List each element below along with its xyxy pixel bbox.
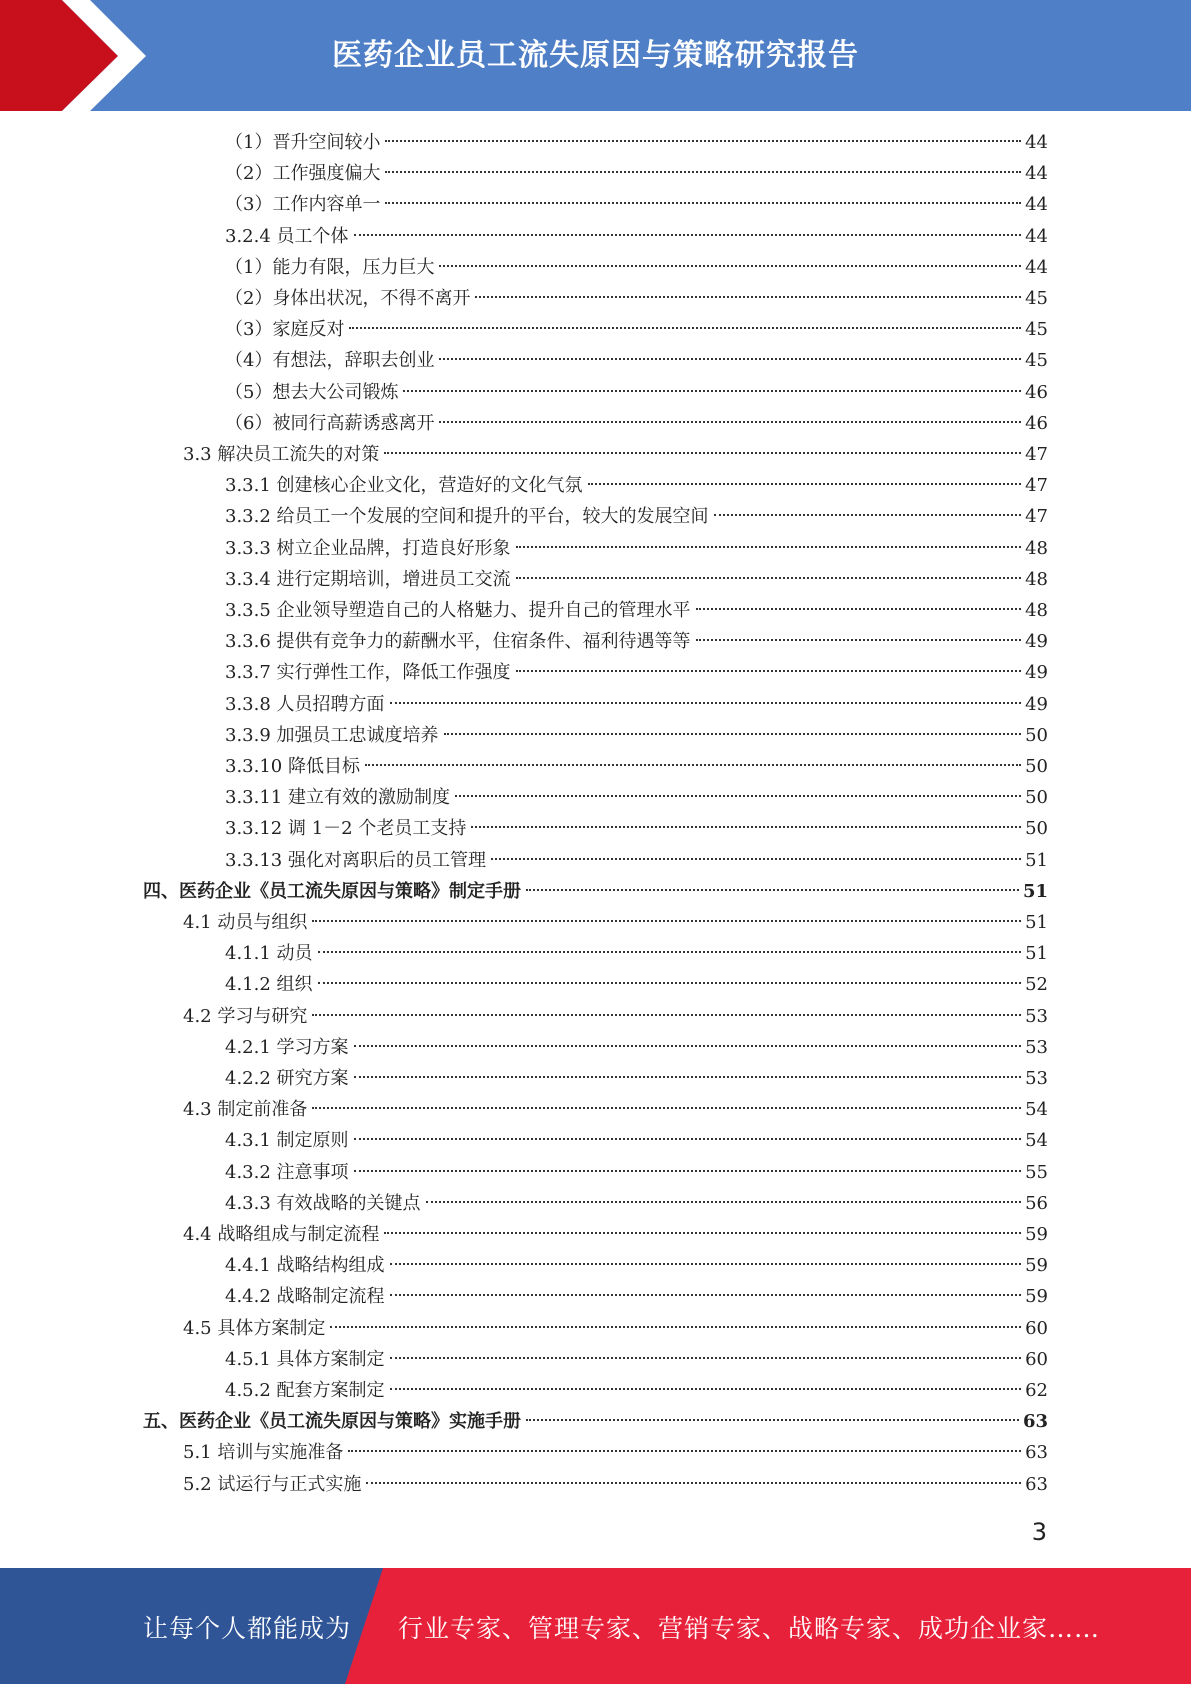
- toc-entry-label: 3.3.1 创建核心企业文化，营造好的文化气氛: [225, 475, 583, 496]
- toc-entry[interactable]: [183, 439, 1048, 470]
- toc-dot-leader: [439, 357, 1021, 360]
- toc-entry[interactable]: [183, 1001, 1048, 1032]
- toc-entry-label: 4.3.2 注意事项: [225, 1162, 349, 1183]
- toc-entry[interactable]: [225, 626, 1048, 657]
- toc-entry-label: 4.1.1 动员: [225, 943, 313, 964]
- toc-entry-page: 51: [1022, 881, 1048, 902]
- toc-entry-page: 63: [1022, 1411, 1048, 1432]
- toc-entry-page: 45: [1025, 288, 1048, 309]
- toc-entry-page: 59: [1025, 1255, 1048, 1276]
- toc-entry[interactable]: [225, 283, 1048, 314]
- toc-entry-label: 4.5.1 具体方案制定: [225, 1349, 385, 1370]
- toc-entry-page: 49: [1025, 662, 1048, 683]
- toc-entry-label: 3.3.7 实行弹性工作，降低工作强度: [225, 662, 511, 683]
- toc-dot-leader: [588, 482, 1022, 485]
- toc-dot-leader: [318, 950, 1022, 953]
- toc-entry-page: 49: [1025, 694, 1048, 715]
- toc-entry-label: 3.3.12 调 1－2 个老员工支持: [225, 818, 467, 839]
- toc-entry[interactable]: [225, 595, 1048, 626]
- toc-entry[interactable]: [225, 345, 1048, 376]
- toc-dot-leader: [385, 201, 1021, 204]
- toc-entry-label: 3.3 解决员工流失的对策: [183, 444, 380, 465]
- toc-entry[interactable]: [225, 158, 1048, 189]
- toc-dot-leader: [312, 1013, 1021, 1016]
- toc-entry[interactable]: [225, 252, 1048, 283]
- toc-entry[interactable]: [225, 657, 1048, 688]
- toc-entry-label: （1）晋升空间较小: [225, 132, 381, 153]
- toc-entry-page: 53: [1025, 1006, 1048, 1027]
- toc-entry[interactable]: [225, 720, 1048, 751]
- toc-entry-page: 48: [1025, 569, 1048, 590]
- toc-entry[interactable]: [225, 1032, 1048, 1063]
- toc-entry-label: （2）身体出状况，不得不离开: [225, 288, 471, 309]
- toc-entry[interactable]: [143, 1406, 1048, 1437]
- toc-entry-label: （2）工作强度偏大: [225, 163, 381, 184]
- toc-entry-page: 51: [1025, 850, 1048, 871]
- toc-entry[interactable]: [225, 564, 1048, 595]
- toc-entry[interactable]: [183, 1437, 1048, 1468]
- toc-dot-leader: [365, 763, 1021, 766]
- toc-dot-leader: [426, 1200, 1022, 1203]
- toc-entry-label: （4）有想法，辞职去创业: [225, 350, 435, 371]
- toc-entry-page: 46: [1025, 413, 1048, 434]
- toc-entry-page: 60: [1025, 1318, 1048, 1339]
- toc-entry[interactable]: [225, 969, 1048, 1000]
- toc-dot-leader: [439, 264, 1021, 267]
- toc-entry-label: （1）能力有限，压力巨大: [225, 257, 435, 278]
- toc-entry-page: 50: [1025, 818, 1048, 839]
- toc-dot-leader: [385, 170, 1021, 173]
- toc-dot-leader: [696, 638, 1022, 641]
- toc-entry-page: 47: [1025, 506, 1048, 527]
- toc-entry[interactable]: [225, 1125, 1048, 1156]
- toc-entry-label: 四、医药企业《员工流失原因与策略》制定手册: [143, 881, 521, 902]
- toc-entry-page: 52: [1025, 974, 1048, 995]
- toc-dot-leader: [384, 1231, 1021, 1234]
- toc-entry-page: 59: [1025, 1224, 1048, 1245]
- toc-dot-leader: [471, 825, 1021, 828]
- toc-entry-label: 3.3.13 强化对离职后的员工管理: [225, 850, 486, 871]
- report-title: 医药企业员工流失原因与策略研究报告: [332, 38, 859, 73]
- toc-entry-label: 4.2 学习与研究: [183, 1006, 308, 1027]
- toc-entry-page: 47: [1025, 444, 1048, 465]
- toc-entry[interactable]: [225, 689, 1048, 720]
- toc-entry-label: 4.1 动员与组织: [183, 912, 308, 933]
- toc-entry-label: （3）工作内容单一: [225, 194, 381, 215]
- toc-entry-page: 44: [1025, 194, 1048, 215]
- toc-entry-page: 56: [1025, 1193, 1048, 1214]
- toc-dot-leader: [403, 389, 1021, 392]
- toc-entry-label: 4.3 制定前准备: [183, 1099, 308, 1120]
- toc-entry-label: 3.3.8 人员招聘方面: [225, 694, 385, 715]
- toc-dot-leader: [348, 1449, 1021, 1452]
- toc-entry[interactable]: [225, 751, 1048, 782]
- toc-entry-page: 59: [1025, 1286, 1048, 1307]
- toc-dot-leader: [330, 1325, 1021, 1328]
- toc-entry[interactable]: [225, 782, 1048, 813]
- toc-entry-label: 3.3.6 提供有竞争力的薪酬水平，住宿条件、福利待遇等等: [225, 631, 691, 652]
- toc-entry-label: （6）被同行高薪诱惑离开: [225, 413, 435, 434]
- toc-entry-label: 3.2.4 员工个体: [225, 226, 349, 247]
- toc-dot-leader: [390, 1356, 1022, 1359]
- toc-entry-page: 51: [1025, 943, 1048, 964]
- toc-dot-leader: [696, 607, 1022, 610]
- toc-entry[interactable]: [225, 813, 1048, 844]
- toc-dot-leader: [444, 732, 1022, 735]
- toc-entry-label: 4.4.2 战略制定流程: [225, 1286, 385, 1307]
- toc-dot-leader: [384, 451, 1021, 454]
- toc-dot-leader: [312, 919, 1021, 922]
- toc-entry-label: 5.2 试运行与正式实施: [183, 1474, 362, 1495]
- toc-entry-page: 63: [1025, 1442, 1048, 1463]
- toc-entry[interactable]: [183, 1313, 1048, 1344]
- toc-entry-page: 45: [1025, 319, 1048, 340]
- footer-slogan-right: 行业专家、管理专家、营销专家、战略专家、成功企业家……: [398, 1614, 1101, 1643]
- toc-entry-page: 46: [1025, 382, 1048, 403]
- footer-slogan-left: 让每个人都能成为: [143, 1614, 352, 1643]
- toc-entry[interactable]: [225, 470, 1048, 501]
- toc-entry[interactable]: [225, 1375, 1048, 1406]
- toc-entry-page: 55: [1025, 1162, 1048, 1183]
- toc-dot-leader: [516, 576, 1022, 579]
- toc-entry-label: 3.3.4 进行定期培训，增进员工交流: [225, 569, 511, 590]
- toc-entry-label: 4.4 战略组成与制定流程: [183, 1224, 380, 1245]
- toc-entry-page: 44: [1025, 163, 1048, 184]
- toc-entry-page: 53: [1025, 1068, 1048, 1089]
- footer-band: [0, 1568, 1191, 1684]
- toc-entry-page: 49: [1025, 631, 1048, 652]
- toc-dot-leader: [354, 233, 1022, 236]
- header-band: [0, 0, 1191, 111]
- toc-dot-leader: [516, 545, 1022, 548]
- toc-entry[interactable]: [225, 1281, 1048, 1312]
- toc-dot-leader: [354, 1137, 1022, 1140]
- toc-dot-leader: [439, 420, 1021, 423]
- toc-entry[interactable]: [225, 221, 1048, 252]
- toc-entry[interactable]: [183, 1094, 1048, 1125]
- toc-entry-label: 4.2.1 学习方案: [225, 1037, 349, 1058]
- toc-dot-leader: [475, 295, 1021, 298]
- toc-entry-label: 4.5.2 配套方案制定: [225, 1380, 385, 1401]
- toc-entry-page: 48: [1025, 600, 1048, 621]
- toc-entry-page: 53: [1025, 1037, 1048, 1058]
- toc-entry-label: 4.3.3 有效战略的关键点: [225, 1193, 421, 1214]
- toc-entry-page: 50: [1025, 725, 1048, 746]
- toc-entry-label: 4.2.2 研究方案: [225, 1068, 349, 1089]
- toc-entry-page: 62: [1025, 1380, 1048, 1401]
- toc-entry-label: （5）想去大公司锻炼: [225, 382, 399, 403]
- toc-dot-leader: [354, 1169, 1022, 1172]
- toc-entry[interactable]: [225, 938, 1048, 969]
- toc-entry-label: 4.1.2 组织: [225, 974, 313, 995]
- toc-entry[interactable]: [225, 314, 1048, 345]
- toc-entry-page: 50: [1025, 787, 1048, 808]
- toc-entry-label: 3.3.3 树立企业品牌，打造良好形象: [225, 538, 511, 559]
- toc-entry[interactable]: [225, 533, 1048, 564]
- toc-dot-leader: [354, 1075, 1022, 1078]
- toc-entry[interactable]: [225, 1063, 1048, 1094]
- toc-dot-leader: [390, 1387, 1022, 1390]
- toc-entry-label: 3.3.5 企业领导塑造自己的人格魅力、提升自己的管理水平: [225, 600, 691, 621]
- toc-dot-leader: [491, 857, 1021, 860]
- toc-dot-leader: [349, 326, 1021, 329]
- toc-entry[interactable]: [225, 377, 1048, 408]
- toc-dot-leader: [714, 513, 1022, 516]
- toc-entry-label: 3.3.9 加强员工忠诚度培养: [225, 725, 439, 746]
- toc-entry-page: 51: [1025, 912, 1048, 933]
- toc-dot-leader: [390, 1293, 1022, 1296]
- toc-dot-leader: [354, 1044, 1022, 1047]
- toc-entry-page: 60: [1025, 1349, 1048, 1370]
- toc-entry-page: 50: [1025, 756, 1048, 777]
- toc-dot-leader: [390, 1262, 1022, 1265]
- toc-entry-label: 4.4.1 战略结构组成: [225, 1255, 385, 1276]
- toc-entry[interactable]: [225, 845, 1048, 876]
- toc-entry-page: 48: [1025, 538, 1048, 559]
- toc-entry[interactable]: [225, 1250, 1048, 1281]
- toc-entry[interactable]: [225, 189, 1048, 220]
- toc-dot-leader: [526, 1418, 1019, 1421]
- toc-entry[interactable]: [225, 408, 1048, 439]
- toc-dot-leader: [390, 701, 1022, 704]
- toc-entry-page: 63: [1025, 1474, 1048, 1495]
- toc-entry[interactable]: [225, 1157, 1048, 1188]
- toc-entry[interactable]: [183, 1469, 1048, 1500]
- toc-dot-leader: [516, 669, 1022, 672]
- toc-entry-page: 44: [1025, 226, 1048, 247]
- toc-entry-page: 54: [1025, 1099, 1048, 1120]
- toc-dot-leader: [526, 888, 1019, 891]
- toc-entry[interactable]: [225, 501, 1048, 532]
- toc-entry[interactable]: [183, 907, 1048, 938]
- toc-entry-label: 五、医药企业《员工流失原因与策略》实施手册: [143, 1411, 521, 1432]
- toc-entry[interactable]: [225, 1188, 1048, 1219]
- toc-dot-leader: [455, 794, 1021, 797]
- toc-entry-page: 47: [1025, 475, 1048, 496]
- toc-entry[interactable]: [225, 1344, 1048, 1375]
- toc-dot-leader: [312, 1106, 1021, 1109]
- toc-dot-leader: [385, 139, 1021, 142]
- toc-entry[interactable]: [143, 876, 1048, 907]
- toc-entry-page: 54: [1025, 1130, 1048, 1151]
- toc-entry-label: 3.3.2 给员工一个发展的空间和提升的平台，较大的发展空间: [225, 506, 709, 527]
- toc-entry-page: 45: [1025, 350, 1048, 371]
- toc-entry-label: 3.3.10 降低目标: [225, 756, 360, 777]
- toc-entry-label: 4.3.1 制定原则: [225, 1130, 349, 1151]
- toc-entry-label: （3）家庭反对: [225, 319, 345, 340]
- toc-entry-label: 5.1 培训与实施准备: [183, 1442, 344, 1463]
- toc-dot-leader: [318, 981, 1022, 984]
- toc-dot-leader: [366, 1481, 1021, 1484]
- toc-entry-label: 3.3.11 建立有效的激励制度: [225, 787, 450, 808]
- toc-entry[interactable]: [183, 1219, 1048, 1250]
- toc-entry-page: 44: [1025, 132, 1048, 153]
- page-number: 3: [1031, 1518, 1047, 1546]
- toc-entry[interactable]: [225, 127, 1048, 158]
- toc-entry-page: 44: [1025, 257, 1048, 278]
- toc-entry-label: 4.5 具体方案制定: [183, 1318, 326, 1339]
